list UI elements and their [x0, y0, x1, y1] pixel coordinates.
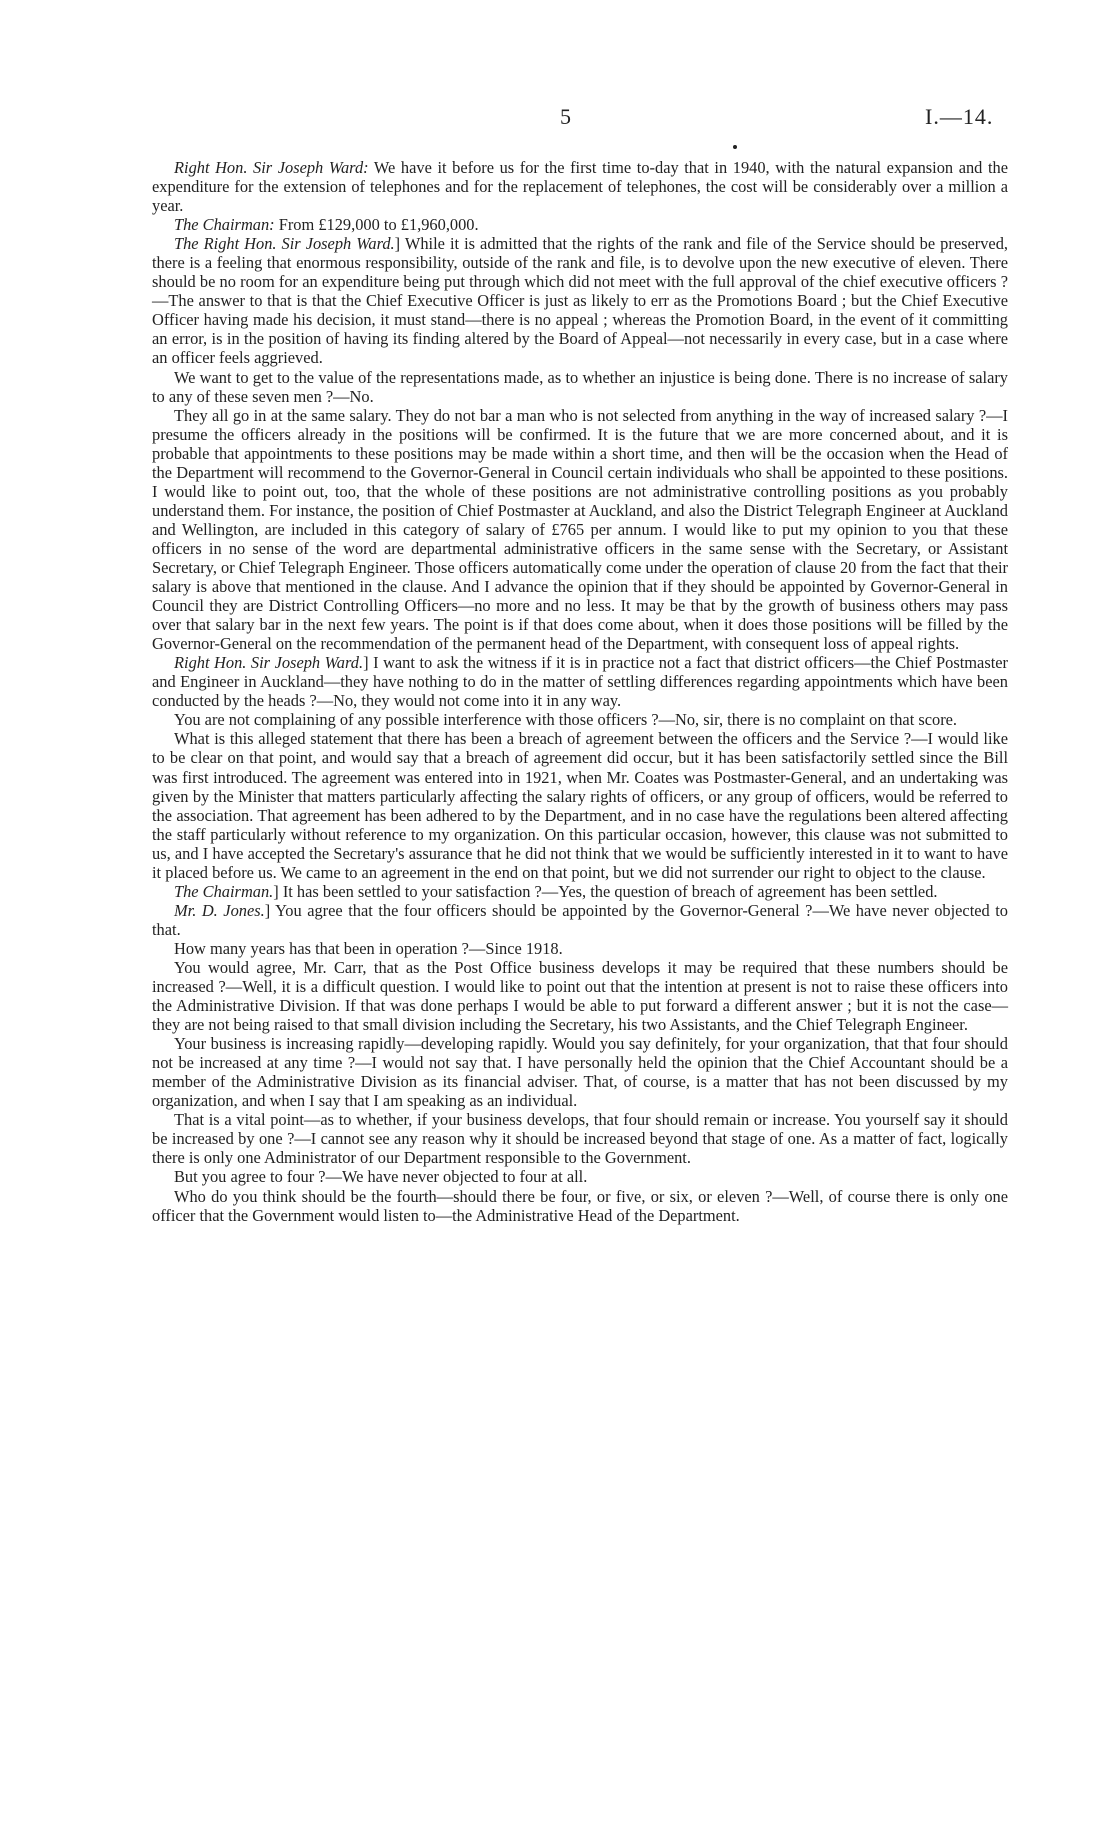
paragraph: [152, 729, 1008, 881]
paragraph-text: From £129,000 to £1,960,000.: [274, 215, 479, 235]
speaker-name: The Chairman.: [174, 881, 274, 901]
paragraph: [152, 710, 1008, 729]
paragraph-text: They all go in at the same salary. They do not bar a man who is not selected from anything in the way of increased salary ?—I presume the officers already in the positions will be confirmed. It is the future that we are more concerned about, and it is probable that appointments to these positions may be made within a short time, and then will be the occasion when the Head of the Department will recommend to the Governor-General in Council certain individuals who shall be appointed to these positions. I would like to point out, too, that the whole of these positions are not administrative controlling positions as you probably understand them. For instance, the position of Chief Postmaster at Auckland, and also the District Telegraph Engineer at Auckland and Wellington, are included in this category of salary of £765 per annum. I would like to put my opinion to you that these officers in no sense of the word are departmental administrative officers in the same sense with the Secretary, or Assistant Secretary, or Chief Telegraph Engineer. Those officers automatically come under the operation of clause 20 from the fact that their salary is above that mentioned in the clause. And I advance the opinion that if they should be appointed by Governor-General in Council they are District Controlling Officers—no more and no less. It may be that by the growth of business others may pass over that salary bar in the next few years. The point is if that does come about, when it does those positions will be filled by the Governor-General on the recommendation of the permanent head of the Department, with consequent loss of appeal rights.: [152, 405, 1008, 654]
ink-dot: [733, 145, 737, 149]
paragraph: [152, 653, 1008, 710]
paragraph-text: We have it before us for the first time to-day that in 1940, with the natural expansion and the expenditure for the extension of telephones and for the replacement of telephones, the cost will be considerably over a million a year.: [152, 158, 1008, 216]
paragraph-text: You are not complaining of any possible interference with those officers ?—No, sir, there is no complaint on that score.: [174, 710, 958, 730]
paragraph: [152, 406, 1008, 654]
speaker-name: Mr. D. Jones.: [174, 900, 265, 920]
paragraph: [152, 958, 1008, 1034]
page-number: 5: [560, 104, 571, 129]
paragraph-text: That is a vital point—as to whether, if your business develops, that four should remain or increase. You yourself say it should be increased by one ?—I cannot see any reason why it should be increased beyond that stage of one. As a matter of fact, logically there is only one Administrator of our Department responsible to the Government.: [152, 1110, 1008, 1168]
paragraph-text: Who do you think should be the fourth—should there be four, or five, or six, or eleven ?—Well, of course there is only one officer that the Government would listen to—the Administrative Head of the Department.: [152, 1186, 1008, 1225]
paragraph-text: What is this alleged statement that there has been a breach of agreement between the officers and the Service ?—I would like to be clear on that point, and would say that a breach of agreement did occur, but it has been satisfactorily settled since the Bill was first introduced. The agreement was entered into in 1921, when Mr. Coates was Postmaster-General, and an undertaking was given by the Minister that matters particularly affecting the salary rights of officers, or any group of officers, would be referred to the association. That agreement has been adhered to by the Department, and in no case have the regulations been altered affecting the staff particularly without reference to my organization. On this particular occasion, however, this clause was not submitted to us, and I have accepted the Secretary's assurance that he did not think that we would be sufficiently interested in it to want to have it placed before us. We came to an agreement in the end on that point, but we did not surrender our right to object to the clause.: [152, 729, 1008, 882]
paragraph: [152, 1167, 1008, 1186]
paragraph-text: ] I want to ask the witness if it is in practice not a fact that district officers—the Chief Postmaster and Engineer in Auckland—they have nothing to do in the matter of settling differences regarding appointments which have been conducted by the heads ?—No, they would not come into it in any way.: [152, 653, 1008, 711]
page-header: [0, 104, 1114, 138]
paragraph: [152, 215, 1008, 234]
paragraph: [152, 882, 1008, 901]
speaker-name: Right Hon. Sir Joseph Ward.: [174, 653, 364, 673]
paragraph: [152, 1187, 1008, 1225]
body-text: [152, 158, 1008, 1225]
paragraph: [152, 1034, 1008, 1110]
paragraph-text: Your business is increasing rapidly—developing rapidly. Would you say definitely, for your organization, that that four should not be increased at any time ?—I would not say that. I have personally held the opinion that the Chief Accountant should be a member of the Administrative Division as its financial adviser. That, of course, is a matter that has not been discussed by my organization, and when I say that I am speaking as an individual.: [152, 1034, 1008, 1111]
speaker-name: Right Hon. Sir Joseph Ward:: [174, 158, 369, 177]
paragraph-text: How many years has that been in operation ?—Since 1918.: [174, 938, 563, 958]
paragraph: [152, 234, 1008, 367]
paragraph-text: ] It has been settled to your satisfaction ?—Yes, the question of breach of agreement has been settled.: [273, 881, 938, 901]
paragraph-text: We want to get to the value of the representations made, as to whether an injustice is being done. There is no increase of salary to any of these seven men ?—No.: [152, 367, 1008, 406]
paragraph-text: You would agree, Mr. Carr, that as the Post Office business develops it may be required that these numbers should be increased ?—Well, it is a difficult question. I would like to point out that the intention at present is not to raise these officers into the Administrative Division. If that was done perhaps I would be able to put forward a different answer ; but it is not the case—they are not being raised to that small division including the Secretary, his two Assistants, and the Chief Telegraph Engineer.: [152, 957, 1008, 1035]
paragraph: [152, 1110, 1008, 1167]
paragraph-text: ] While it is admitted that the rights of the rank and file of the Service should be preserved, there is a feeling that enormous responsibility, outside of the rank and file, is to devolve upon the new executive of eleven. There should be no room for an expenditure being put through which did not meet with the full approval of the chief executive officers ?—The answer to that is that the Chief Executive Officer is just as likely to err as the Promotions Board ; but the Chief Executive Officer having made his decision, it must stand—there is no appeal ; whereas the Promotion Board, in the event of it committing an error, is in the position of having its finding altered by the Board of Appeal—not necessarily in every case, but in a case where an officer feels aggrieved.: [152, 234, 1008, 368]
speaker-name: The Chairman:: [174, 215, 275, 235]
paragraph: [152, 368, 1008, 406]
paragraph: [152, 939, 1008, 958]
document-reference: I.—14.: [925, 104, 994, 129]
speaker-name: The Right Hon. Sir Joseph Ward.: [174, 234, 395, 254]
paragraph-text: But you agree to four ?—We have never objected to four at all.: [174, 1167, 588, 1187]
paragraph-text: ] You agree that the four officers should be appointed by the Governor-General ?—We have never objected to that.: [152, 900, 1008, 939]
paragraph: [152, 158, 1008, 215]
paragraph: [152, 901, 1008, 939]
